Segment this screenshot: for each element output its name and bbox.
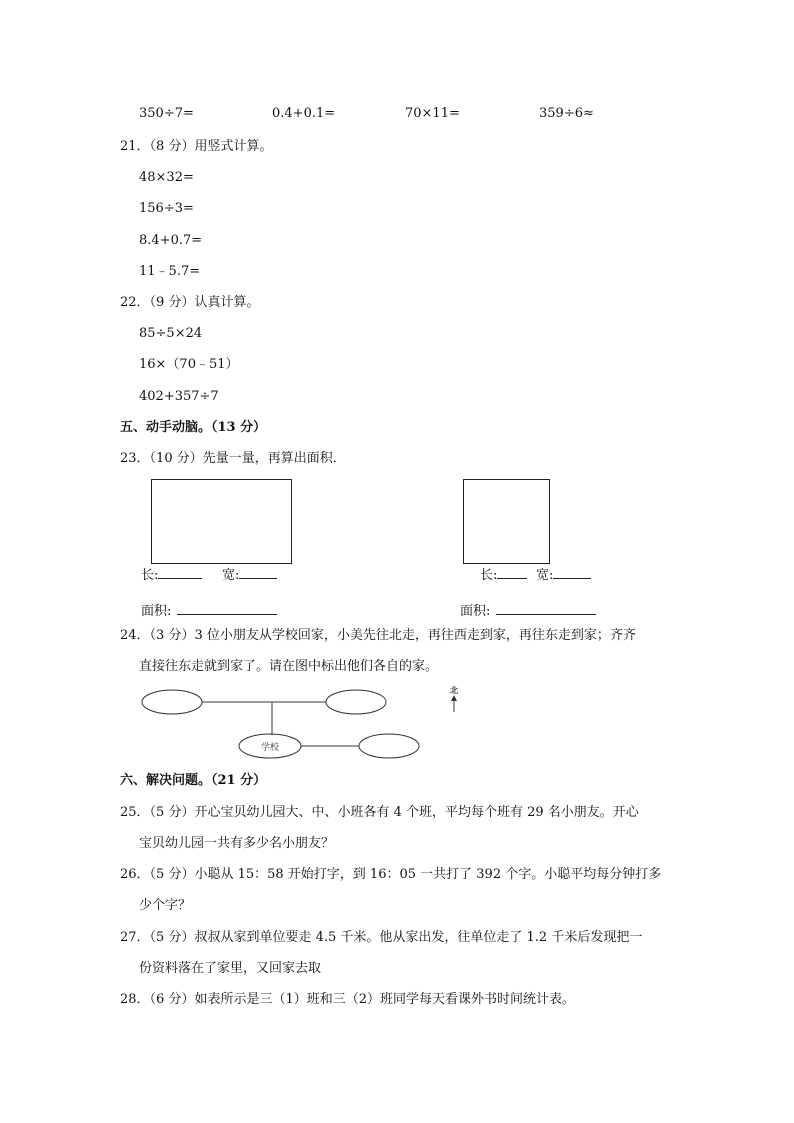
q24-line-2: 直接往东走就到家了。请在图中标出他们各自的家。 <box>139 659 439 674</box>
q26-line-1: 26．（5 分）小聪从 15：58 开始打字，到 16：05 一共打了 392 个字。小聪平均每分钟打多 <box>120 867 662 882</box>
q21-item-2: 156÷3= <box>139 201 194 216</box>
calc-70-times-11: 70×11= <box>405 106 460 121</box>
north-arrow-icon <box>451 695 457 701</box>
home-oval-east-bottom <box>359 734 419 758</box>
square-width-row <box>536 566 591 584</box>
q21-item-1: 48×32= <box>139 170 194 185</box>
school-label: 学校 <box>260 743 280 753</box>
q22-title: 22．（9 分）认真计算。 <box>120 295 260 310</box>
area-label-2: 面积: <box>460 604 491 619</box>
section-5-heading: 五、动手动脑。（13 分） <box>120 420 267 435</box>
q21-item-4: 11﹣5.7= <box>139 264 201 279</box>
square-length-blank[interactable] <box>497 566 527 579</box>
rectangle-area-row <box>141 602 277 620</box>
q25-line-1: 25．（5 分）开心宝贝幼儿园大、中、小班各有 4 个班，平均每个班有 29 名小朋友。开心 <box>120 805 639 820</box>
square-width-blank[interactable] <box>553 566 591 579</box>
school-oval <box>239 734 301 758</box>
calc-359-div-6: 359÷6≈ <box>539 106 594 121</box>
rectangle-length-blank[interactable] <box>158 566 202 579</box>
home-oval-east-top <box>326 690 386 714</box>
q28-line-1: 28．（6 分）如表所示是三（1）班和三（2）班同学每天看课外书时间统计表。 <box>120 992 575 1007</box>
q21-item-3: 8.4+0.7= <box>139 233 203 248</box>
section-6-heading: 六、解决问题。（21 分） <box>120 773 267 788</box>
north-label: 北 <box>450 686 458 695</box>
calc-0.4-plus-0.1: 0.4+0.1= <box>272 106 336 121</box>
q24-line-1: 24．（3 分）3 位小朋友从学校回家，小美先往北走，再往西走到家，再往东走到家；齐齐 <box>120 628 636 643</box>
q25-line-2: 宝贝幼儿园一共有多少名小朋友？ <box>139 836 335 851</box>
q22-item-2: 16×（70﹣51） <box>139 357 239 372</box>
q27-line-1: 27．（5 分）叔叔从家到单位要走 4.5 千米。他从家出发，往单位走了 1.2 千米后发现把一 <box>120 930 643 945</box>
calc-350-div-7: 350÷7= <box>139 106 194 121</box>
q21-title: 21．（8 分）用竖式计算。 <box>120 139 273 154</box>
rectangle-length-row <box>141 566 202 584</box>
q23-title: 23．（10 分）先量一量，再算出面积． <box>120 451 346 466</box>
q22-item-1: 85÷5×24 <box>139 326 203 341</box>
home-oval-west <box>142 690 202 714</box>
q22-item-3: 402+357÷7 <box>139 389 219 404</box>
width-label-2: 宽: <box>536 568 554 583</box>
rectangle-figure <box>151 479 292 564</box>
length-label: 长: <box>141 568 159 583</box>
width-label: 宽: <box>222 568 240 583</box>
square-figure <box>463 479 550 564</box>
square-length-row <box>480 566 527 584</box>
q27-line-2: 份资料落在了家里，又回家去取 <box>139 961 322 976</box>
area-label: 面积: <box>141 604 172 619</box>
square-area-row <box>460 602 596 620</box>
q26-line-2: 少个字？ <box>139 898 192 913</box>
rectangle-width-row <box>222 566 277 584</box>
rectangle-area-blank[interactable] <box>177 602 277 615</box>
rectangle-width-blank[interactable] <box>239 566 277 579</box>
length-label-2: 长: <box>480 568 498 583</box>
square-area-blank[interactable] <box>496 602 596 615</box>
